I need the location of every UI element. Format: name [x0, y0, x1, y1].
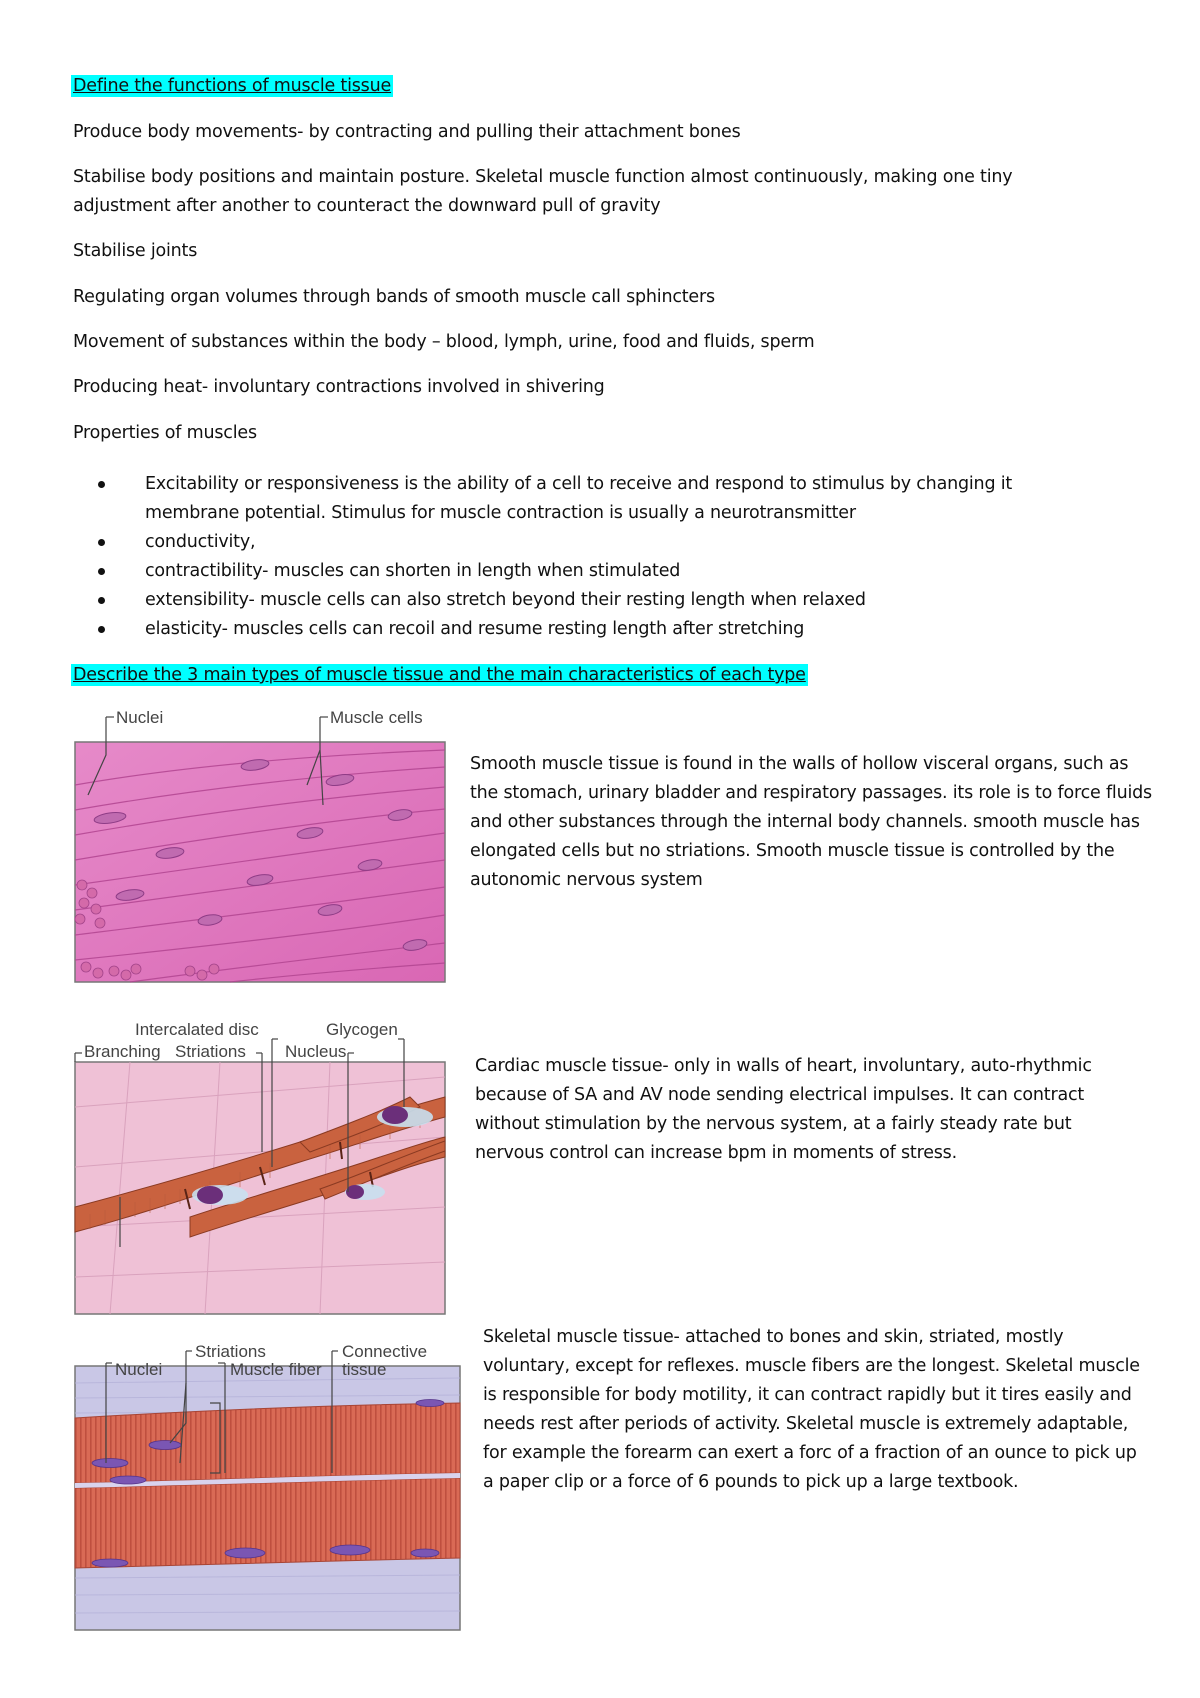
- properties-title: Properties of muscles: [73, 423, 257, 443]
- bullet-icon: [98, 481, 105, 488]
- list-item: [73, 586, 1073, 615]
- function-item-continuation: adjustment after another to counteract the downward pull of gravity: [73, 196, 661, 216]
- bullet-icon: [98, 539, 105, 546]
- bullet-icon: [98, 626, 105, 633]
- smooth-muscle-micrograph: [70, 705, 450, 987]
- function-item: Stabilise joints: [73, 241, 198, 261]
- property-text: conductivity,: [145, 532, 256, 552]
- list-item: [73, 615, 1073, 644]
- skeletal-muscle-description: Skeletal muscle tissue- attached to bones and skin, striated, mostly voluntary, except for reflexes. muscle fibers are the longest. Skeletal muscle is responsible for body motility, it can contract rapidly but it tires easily and needs rest after periods of activity. Skeletal muscle is extremely adaptable, for example the forearm can exert a forc of a fraction of an ounce to pick up a paper clip or a force of 6 pounds to pick up a large textbook.: [483, 1327, 1140, 1492]
- label-intercalated-disc: Intercalated disc: [135, 1020, 259, 1039]
- bullet-icon: [98, 568, 105, 575]
- label-nuclei: Nuclei: [116, 708, 164, 727]
- function-item: Producing heat- involuntary contractions involved in shivering: [73, 377, 605, 397]
- section-heading-types: Describe the 3 main types of muscle tissue and the main characteristics of each type: [73, 665, 806, 685]
- function-item: Regulating organ volumes through bands of smooth muscle call sphincters: [73, 287, 715, 307]
- property-text: extensibility- muscle cells can also stretch beyond their resting length when relaxed: [145, 590, 866, 610]
- property-text: elasticity- muscles cells can recoil and resume resting length after stretching: [145, 619, 805, 639]
- skeletal-muscle-figure: [70, 1323, 465, 1635]
- property-text: Excitability or responsiveness is the ability of a cell to receive and respond to stimulus by changing it membrane potential. Stimulus for muscle contraction is usually a neurotransmitter: [145, 474, 1013, 523]
- label-muscle-fiber: Muscle fiber: [230, 1360, 322, 1379]
- list-item: [73, 528, 1073, 557]
- label-tissue: tissue: [342, 1360, 387, 1379]
- cardiac-muscle-figure: [70, 1017, 450, 1319]
- label-striations: Striations: [175, 1042, 246, 1061]
- skeletal-muscle-micrograph: [70, 1323, 465, 1635]
- label-nuclei: Nuclei: [115, 1360, 163, 1379]
- smooth-muscle-figure: [70, 705, 450, 987]
- section-heading-functions: Define the functions of muscle tissue: [73, 76, 392, 96]
- label-glycogen: Glycogen: [326, 1020, 398, 1039]
- label-muscle-cells: Muscle cells: [330, 708, 423, 727]
- label-branching: Branching: [84, 1042, 161, 1061]
- smooth-muscle-description: Smooth muscle tissue is found in the walls of hollow visceral organs, such as the stomach, urinary bladder and respiratory passages. its role is to force fluids and other substances through the internal body channels. smooth muscle has elongated cells but no striations. Smooth muscle tissue is controlled by the autonomic nervous system: [470, 754, 1152, 890]
- function-item: Produce body movements- by contracting and pulling their attachment bones: [73, 122, 741, 142]
- function-item: Movement of substances within the body – blood, lymph, urine, food and fluids, sperm: [73, 332, 815, 352]
- property-text: contractibility- muscles can shorten in length when stimulated: [145, 561, 681, 581]
- properties-list: [73, 470, 1073, 644]
- list-item: [73, 470, 1073, 528]
- list-item: [73, 557, 1073, 586]
- label-connective: Connective: [342, 1342, 428, 1361]
- bullet-icon: [98, 597, 105, 604]
- cardiac-muscle-micrograph: [70, 1017, 450, 1319]
- label-nucleus: Nucleus: [285, 1042, 347, 1061]
- function-item: Stabilise body positions and maintain posture. Skeletal muscle function almost continuously, making one tiny: [73, 167, 1013, 187]
- label-striations: Striations: [195, 1342, 266, 1361]
- cardiac-muscle-description: Cardiac muscle tissue- only in walls of heart, involuntary, auto-rhythmic because of SA and AV node sending electrical impulses. It can contract without stimulation by the nervous system, at a fairly steady rate but nervous control can increase bpm in moments of stress.: [475, 1056, 1092, 1163]
